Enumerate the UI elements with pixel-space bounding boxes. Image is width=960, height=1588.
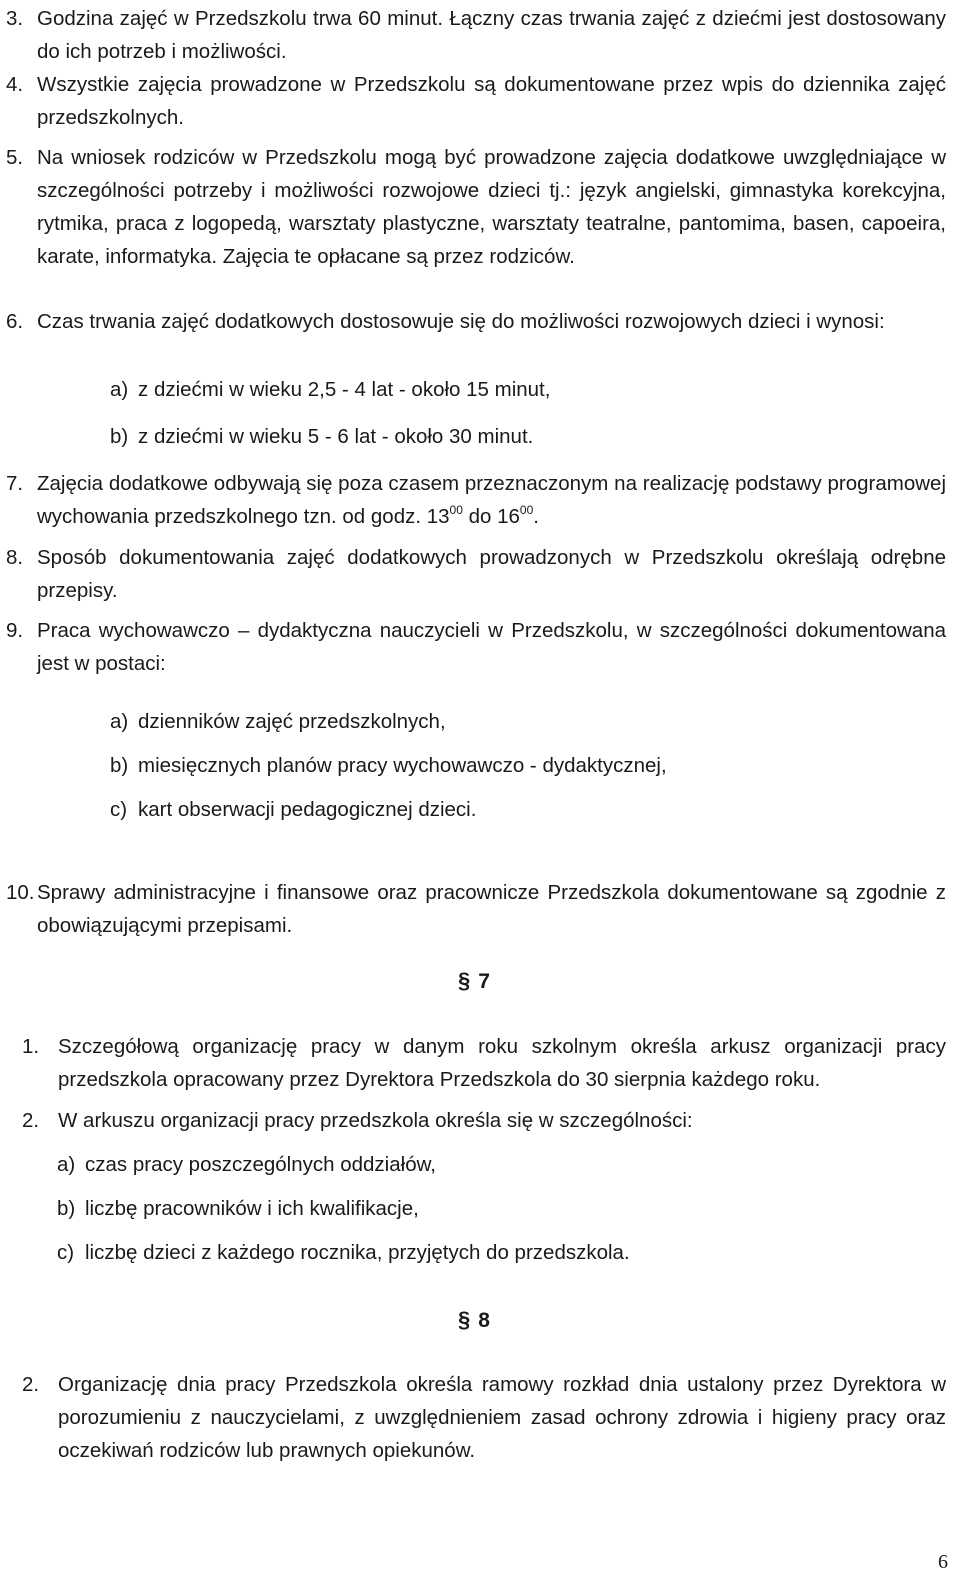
item-number: 9.	[6, 619, 24, 642]
item-text-part: do 16	[462, 505, 520, 528]
sub-text: miesięcznych planów pracy wychowawczo - dydaktycznej,	[138, 754, 667, 777]
item-number: 8.	[6, 546, 24, 569]
superscript: 00	[449, 503, 463, 517]
sub-label: b)	[110, 754, 129, 777]
sub-text: z dziećmi w wieku 2,5 - 4 lat - około 15 minut,	[138, 378, 551, 401]
sub-text: czas pracy poszczególnych oddziałów,	[85, 1153, 436, 1176]
item-text-part: Zajęcia dodatkowe odbywają się poza czasem przeznaczonym na realizację podstawy programowej wychowania przedszkolnego tzn. od godz. 13	[37, 472, 946, 528]
sub-text: kart obserwacji pedagogicznej dzieci.	[138, 798, 477, 821]
sub-item-9b	[110, 751, 667, 781]
section-heading-7	[458, 968, 490, 994]
sub-item-6a	[110, 375, 550, 405]
item-number: 10.	[6, 881, 35, 904]
sub-item-9a	[110, 707, 446, 737]
item-text: Czas trwania zajęć dodatkowych dostosowuje się do możliwości rozwojowych dzieci i wynosi:	[37, 310, 885, 333]
sub-item-6b	[110, 422, 533, 452]
s7-sub-a	[57, 1150, 436, 1180]
sub-label: b)	[110, 425, 129, 448]
item-text: Godzina zajęć w Przedszkolu trwa 60 minut. Łączny czas trwania zajęć z dziećmi jest dostosowany do ich potrzeb i możliwości.	[37, 7, 946, 63]
sub-text: liczbę pracowników i ich kwalifikacje,	[85, 1197, 419, 1220]
page-number: 6	[938, 1551, 948, 1573]
s7-sub-c	[57, 1238, 630, 1268]
sub-text: liczbę dzieci z każdego rocznika, przyjętych do przedszkola.	[85, 1241, 630, 1264]
sub-text: dzienników zajęć przedszkolnych,	[138, 710, 446, 733]
item-number: 1.	[22, 1035, 40, 1058]
item-number: 3.	[6, 7, 24, 30]
sub-label: c)	[57, 1241, 75, 1264]
item-text: Sposób dokumentowania zajęć dodatkowych prowadzonych w Przedszkolu określają odrębne przepisy.	[37, 546, 946, 602]
item-number: 6.	[6, 310, 24, 333]
section-number: 8	[478, 1309, 490, 1332]
section-number: 7	[478, 970, 490, 993]
sub-label: a)	[110, 378, 129, 401]
superscript: 00	[519, 503, 534, 517]
sub-label: b)	[57, 1197, 76, 1220]
s7-sub-b	[57, 1194, 419, 1224]
sub-label: c)	[110, 798, 128, 821]
item-text: Na wniosek rodziców w Przedszkolu mogą być prowadzone zajęcia dodatkowe uwzględniające w szczególności potrzeby i możliwości rozwojowe dzieci tj.: język angielski, gimnastyka korekcyjna, rytmika, praca z logopedą, warsztaty plastyczne, warsztaty teatralne, pantomima, basen, capoeira, karate, informatyka. Zajęcia te opłacane są przez rodziców.	[37, 146, 946, 268]
item-text: Praca wychowawczo – dydaktyczna nauczycieli w Przedszkolu, w szczególności dokumentowana jest w postaci:	[37, 619, 946, 675]
section-heading-8	[458, 1307, 490, 1333]
item-text: Szczegółową organizację pracy w danym roku szkolnym określa arkusz organizacji pracy przedszkola opracowany przez Dyrektora Przedszkola do 30 sierpnia każdego roku.	[58, 1035, 946, 1091]
item-text: Wszystkie zajęcia prowadzone w Przedszkolu są dokumentowane przez wpis do dziennika zajęć przedszkolnych.	[37, 73, 946, 129]
sub-text: z dziećmi w wieku 5 - 6 lat - około 30 minut.	[138, 425, 534, 448]
item-number: 5.	[6, 146, 24, 169]
item-number: 7.	[6, 472, 24, 495]
sub-label: a)	[57, 1153, 76, 1176]
sub-label: a)	[110, 710, 129, 733]
item-text: Organizację dnia pracy Przedszkola określa ramowy rozkład dnia ustalony przez Dyrektora w porozumieniu z nauczycielami, z uwzględnieniem zasad ochrony zdrowia i higieny pracy oraz oczekiwań rodziców lub prawnych opiekunów.	[58, 1373, 946, 1462]
item-number: 2.	[22, 1109, 40, 1132]
sub-item-9c	[110, 795, 476, 825]
section-sign: §	[458, 1307, 471, 1332]
item-text: Sprawy administracyjne i finansowe oraz pracownicze Przedszkola dokumentowane są zgodnie z obowiązującymi przepisami.	[37, 881, 946, 937]
item-text	[37, 467, 946, 533]
item-number: 4.	[6, 73, 24, 96]
item-text: W arkuszu organizacji pracy przedszkola określa się w szczególności:	[58, 1109, 693, 1132]
item-number: 2.	[22, 1373, 40, 1396]
item-text-part: .	[533, 505, 539, 528]
section-sign: §	[458, 968, 471, 993]
